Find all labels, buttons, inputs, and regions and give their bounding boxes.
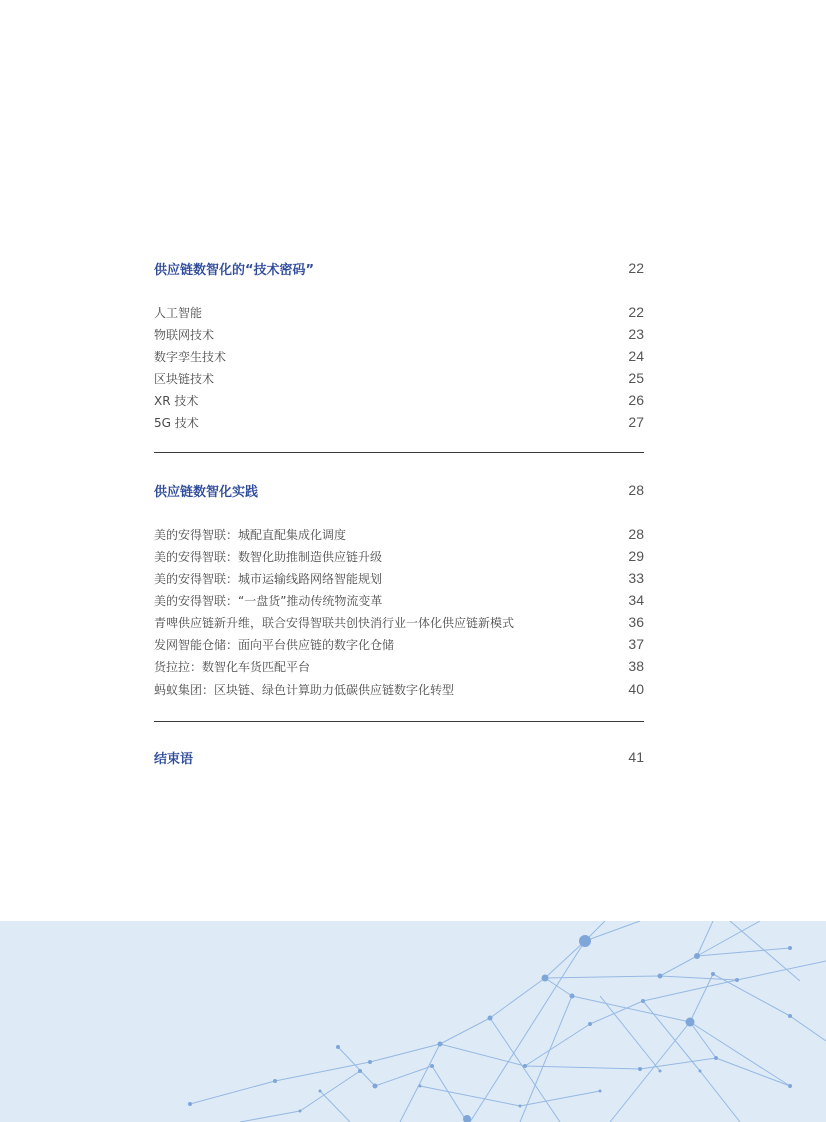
toc-page-number: 24 xyxy=(628,348,644,364)
toc-page-number: 23 xyxy=(628,326,644,342)
toc-page-number: 22 xyxy=(628,260,644,276)
toc-item-label: 蚂蚁集团：区块链、绿色计算助力低碳供应链数字化转型 xyxy=(154,682,455,697)
toc-item-label: 区块链技术 xyxy=(154,371,215,386)
toc-item-label: 美的安得智联：城市运输线路网络智能规划 xyxy=(154,571,383,586)
toc-item-label: 美的安得智联：数智化助推制造供应链升级 xyxy=(154,549,383,564)
toc-section-title: 供应链数智化实践 xyxy=(154,484,259,500)
toc-page-number: 40 xyxy=(628,681,644,697)
toc-item[interactable] xyxy=(154,655,644,677)
toc-page-number: 38 xyxy=(628,658,644,674)
toc-page-number: 41 xyxy=(628,749,644,765)
section-divider xyxy=(154,721,644,722)
toc-item[interactable] xyxy=(154,633,644,655)
toc-item[interactable] xyxy=(154,345,644,367)
toc-page-number: 36 xyxy=(628,614,644,630)
toc-page-number: 28 xyxy=(628,526,644,542)
toc-item-label: 人工智能 xyxy=(154,305,203,320)
toc-section-title: 供应链数智化的“技术密码” xyxy=(154,262,315,278)
toc-section-conclusion[interactable] xyxy=(154,746,644,768)
section-divider xyxy=(154,452,644,453)
toc-item-label: 美的安得智联：城配直配集成化调度 xyxy=(154,527,347,542)
toc-page-number: 33 xyxy=(628,570,644,586)
network-background-graphic xyxy=(0,921,826,1122)
toc-page-number: 22 xyxy=(628,304,644,320)
toc-page-number: 29 xyxy=(628,548,644,564)
toc-page-number: 28 xyxy=(628,482,644,498)
toc-page-number: 37 xyxy=(628,636,644,652)
toc-item[interactable] xyxy=(154,301,644,323)
toc-page-number: 34 xyxy=(628,592,644,608)
toc-item[interactable] xyxy=(154,367,644,389)
toc-item[interactable] xyxy=(154,567,644,589)
toc-item[interactable] xyxy=(154,323,644,345)
toc-item-label: 美的安得智联：“一盘货”推动传统物流变革 xyxy=(154,593,383,608)
toc-page-number: 27 xyxy=(628,414,644,430)
toc-item[interactable] xyxy=(154,411,644,433)
toc-item[interactable] xyxy=(154,611,644,633)
toc-item[interactable] xyxy=(154,523,644,545)
toc-section-practice[interactable] xyxy=(154,479,644,501)
toc-item[interactable] xyxy=(154,678,644,700)
toc-page-number: 25 xyxy=(628,370,644,386)
toc-item-label: 数字孪生技术 xyxy=(154,349,227,364)
toc-item-label: 物联网技术 xyxy=(154,327,215,342)
toc-section-tech[interactable] xyxy=(154,257,644,279)
toc-section-title: 结束语 xyxy=(154,751,194,767)
toc-item-label: XR 技术 xyxy=(154,393,199,408)
toc-item-label: 5G 技术 xyxy=(154,415,199,430)
toc-page-number: 26 xyxy=(628,392,644,408)
toc-item-label: 发网智能仓储：面向平台供应链的数字化仓储 xyxy=(154,637,395,652)
toc-item[interactable] xyxy=(154,545,644,567)
toc-item-label: 货拉拉：数智化车货匹配平台 xyxy=(154,659,311,674)
toc-item[interactable] xyxy=(154,589,644,611)
toc-item[interactable] xyxy=(154,389,644,411)
toc-item-label: 青啤供应链新升维，联合安得智联共创快消行业一体化供应链新模式 xyxy=(154,615,515,630)
